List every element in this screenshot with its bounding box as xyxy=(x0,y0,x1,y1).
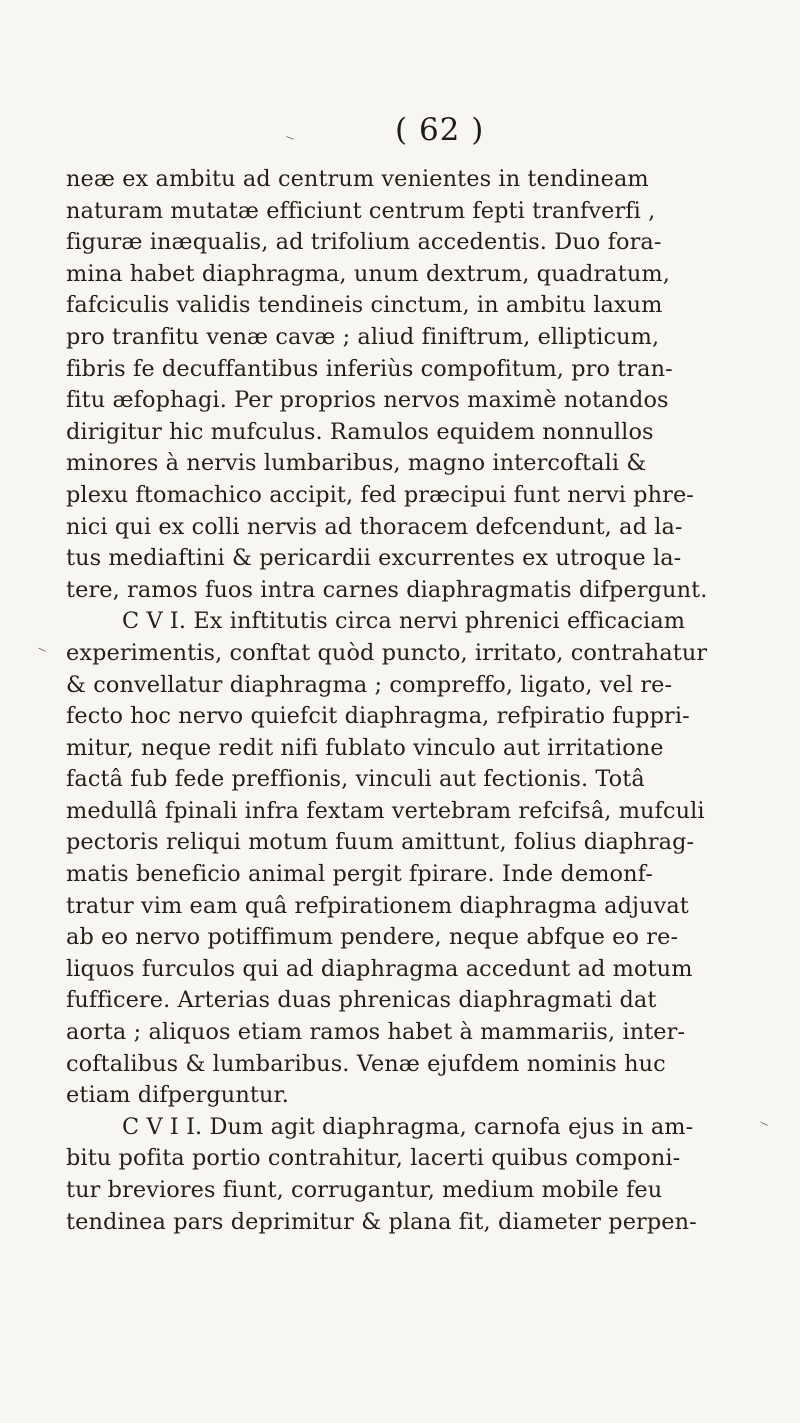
paragraph-2 xyxy=(66,606,758,1112)
text-line: naturam mutatæ efficiunt centrum fepti tranfverfi , xyxy=(66,197,656,224)
text-line: coftalibus & lumbaribus. Venæ ejufdem nominis huc xyxy=(66,1050,666,1077)
text-line: tendinea pars deprimitur & plana fit, diameter perpen- xyxy=(66,1208,697,1235)
text-line: matis beneficio animal pergit fpirare. Inde demonf- xyxy=(66,861,653,888)
text-line: medullâ fpinali infra fextam vertebram refcifsâ, mufculi xyxy=(66,797,705,824)
text-line: tur breviores fiunt, corrugantur, medium mobile feu xyxy=(66,1177,663,1203)
margin-mark-icon: ⸌ xyxy=(758,1116,773,1137)
text-line: factâ fub fede preffionis, vinculi aut fectionis. Totâ xyxy=(66,766,645,793)
text-line: figuræ inæqualis, ad trifolium accedentis. Duo fora- xyxy=(66,229,662,256)
text-line: fafciculis validis tendineis cinctum, in ambitu laxum xyxy=(66,292,663,319)
text-line: experimentis, conftat quòd puncto, irritato, contrahatur xyxy=(66,639,708,666)
text-line: fufficere. Arterias duas phrenicas diaphragmati dat xyxy=(66,987,657,1014)
text-line: plexu ftomachico accipit, fed præcipui funt nervi phre- xyxy=(66,481,694,508)
paragraph-3 xyxy=(66,1112,758,1238)
text-line: bitu pofita portio contrahitur, lacerti quibus componi- xyxy=(66,1145,681,1172)
text-line: tratur vim eam quâ refpirationem diaphragma adjuvat xyxy=(66,892,689,919)
text-line: liquos furculos qui ad diaphragma accedunt ad motum xyxy=(66,955,693,982)
text-line: etiam difperguntur. xyxy=(66,1082,290,1109)
text-line: tus mediaftini & pericardii excurrentes ex utroque la- xyxy=(66,545,682,572)
margin-mark-icon: ⸌ xyxy=(36,642,51,663)
text-line: C V I I. Dum agit diaphragma, carnofa ejus in am- xyxy=(122,1113,694,1140)
text-line: minores à nervis lumbaribus, magno intercoftali & xyxy=(66,450,647,477)
text-line: dirigitur hic mufculus. Ramulos equidem nonnullos xyxy=(66,418,654,445)
text-line: neæ ex ambitu ad centrum venientes in tendineam xyxy=(66,166,649,192)
text-line: mina habet diaphragma, unum dextrum, quadratum, xyxy=(66,260,670,287)
text-line: fecto hoc nervo quiefcit diaphragma, refpiratio fuppri- xyxy=(66,703,690,730)
text-line: ab eo nervo potiffimum pendere, neque abfque eo re- xyxy=(66,924,679,951)
text-line: pro tranfitu venæ cavæ ; aliud finiftrum, ellipticum, xyxy=(66,323,660,350)
text-line: & convellatur diaphragma ; compreffo, ligato, vel re- xyxy=(66,671,673,698)
page-number: ( 62 ) xyxy=(395,112,485,148)
text-line: pectoris reliqui motum fuum amittunt, folius diaphrag- xyxy=(66,829,695,856)
text-line: fitu æfophagi. Per proprios nervos maximè notandos xyxy=(66,387,669,414)
margin-mark-icon: ⸌ xyxy=(283,130,299,151)
text-line: mitur, neque redit nifi fublato vinculo aut irritatione xyxy=(66,734,664,761)
text-line: nici qui ex colli nervis ad thoracem defcendunt, ad la- xyxy=(66,513,683,540)
paragraph-1 xyxy=(66,164,758,606)
text-line: C V I. Ex inftitutis circa nervi phrenici efficaciam xyxy=(122,608,686,635)
text-line: fibris fe decuffantibus inferiùs compofitum, pro tran- xyxy=(66,355,673,382)
text-line: tere, ramos fuos intra carnes diaphragmatis difpergunt. xyxy=(66,576,708,603)
body-text xyxy=(66,164,758,1238)
text-line: aorta ; aliquos etiam ramos habet à mammariis, inter- xyxy=(66,1019,686,1046)
